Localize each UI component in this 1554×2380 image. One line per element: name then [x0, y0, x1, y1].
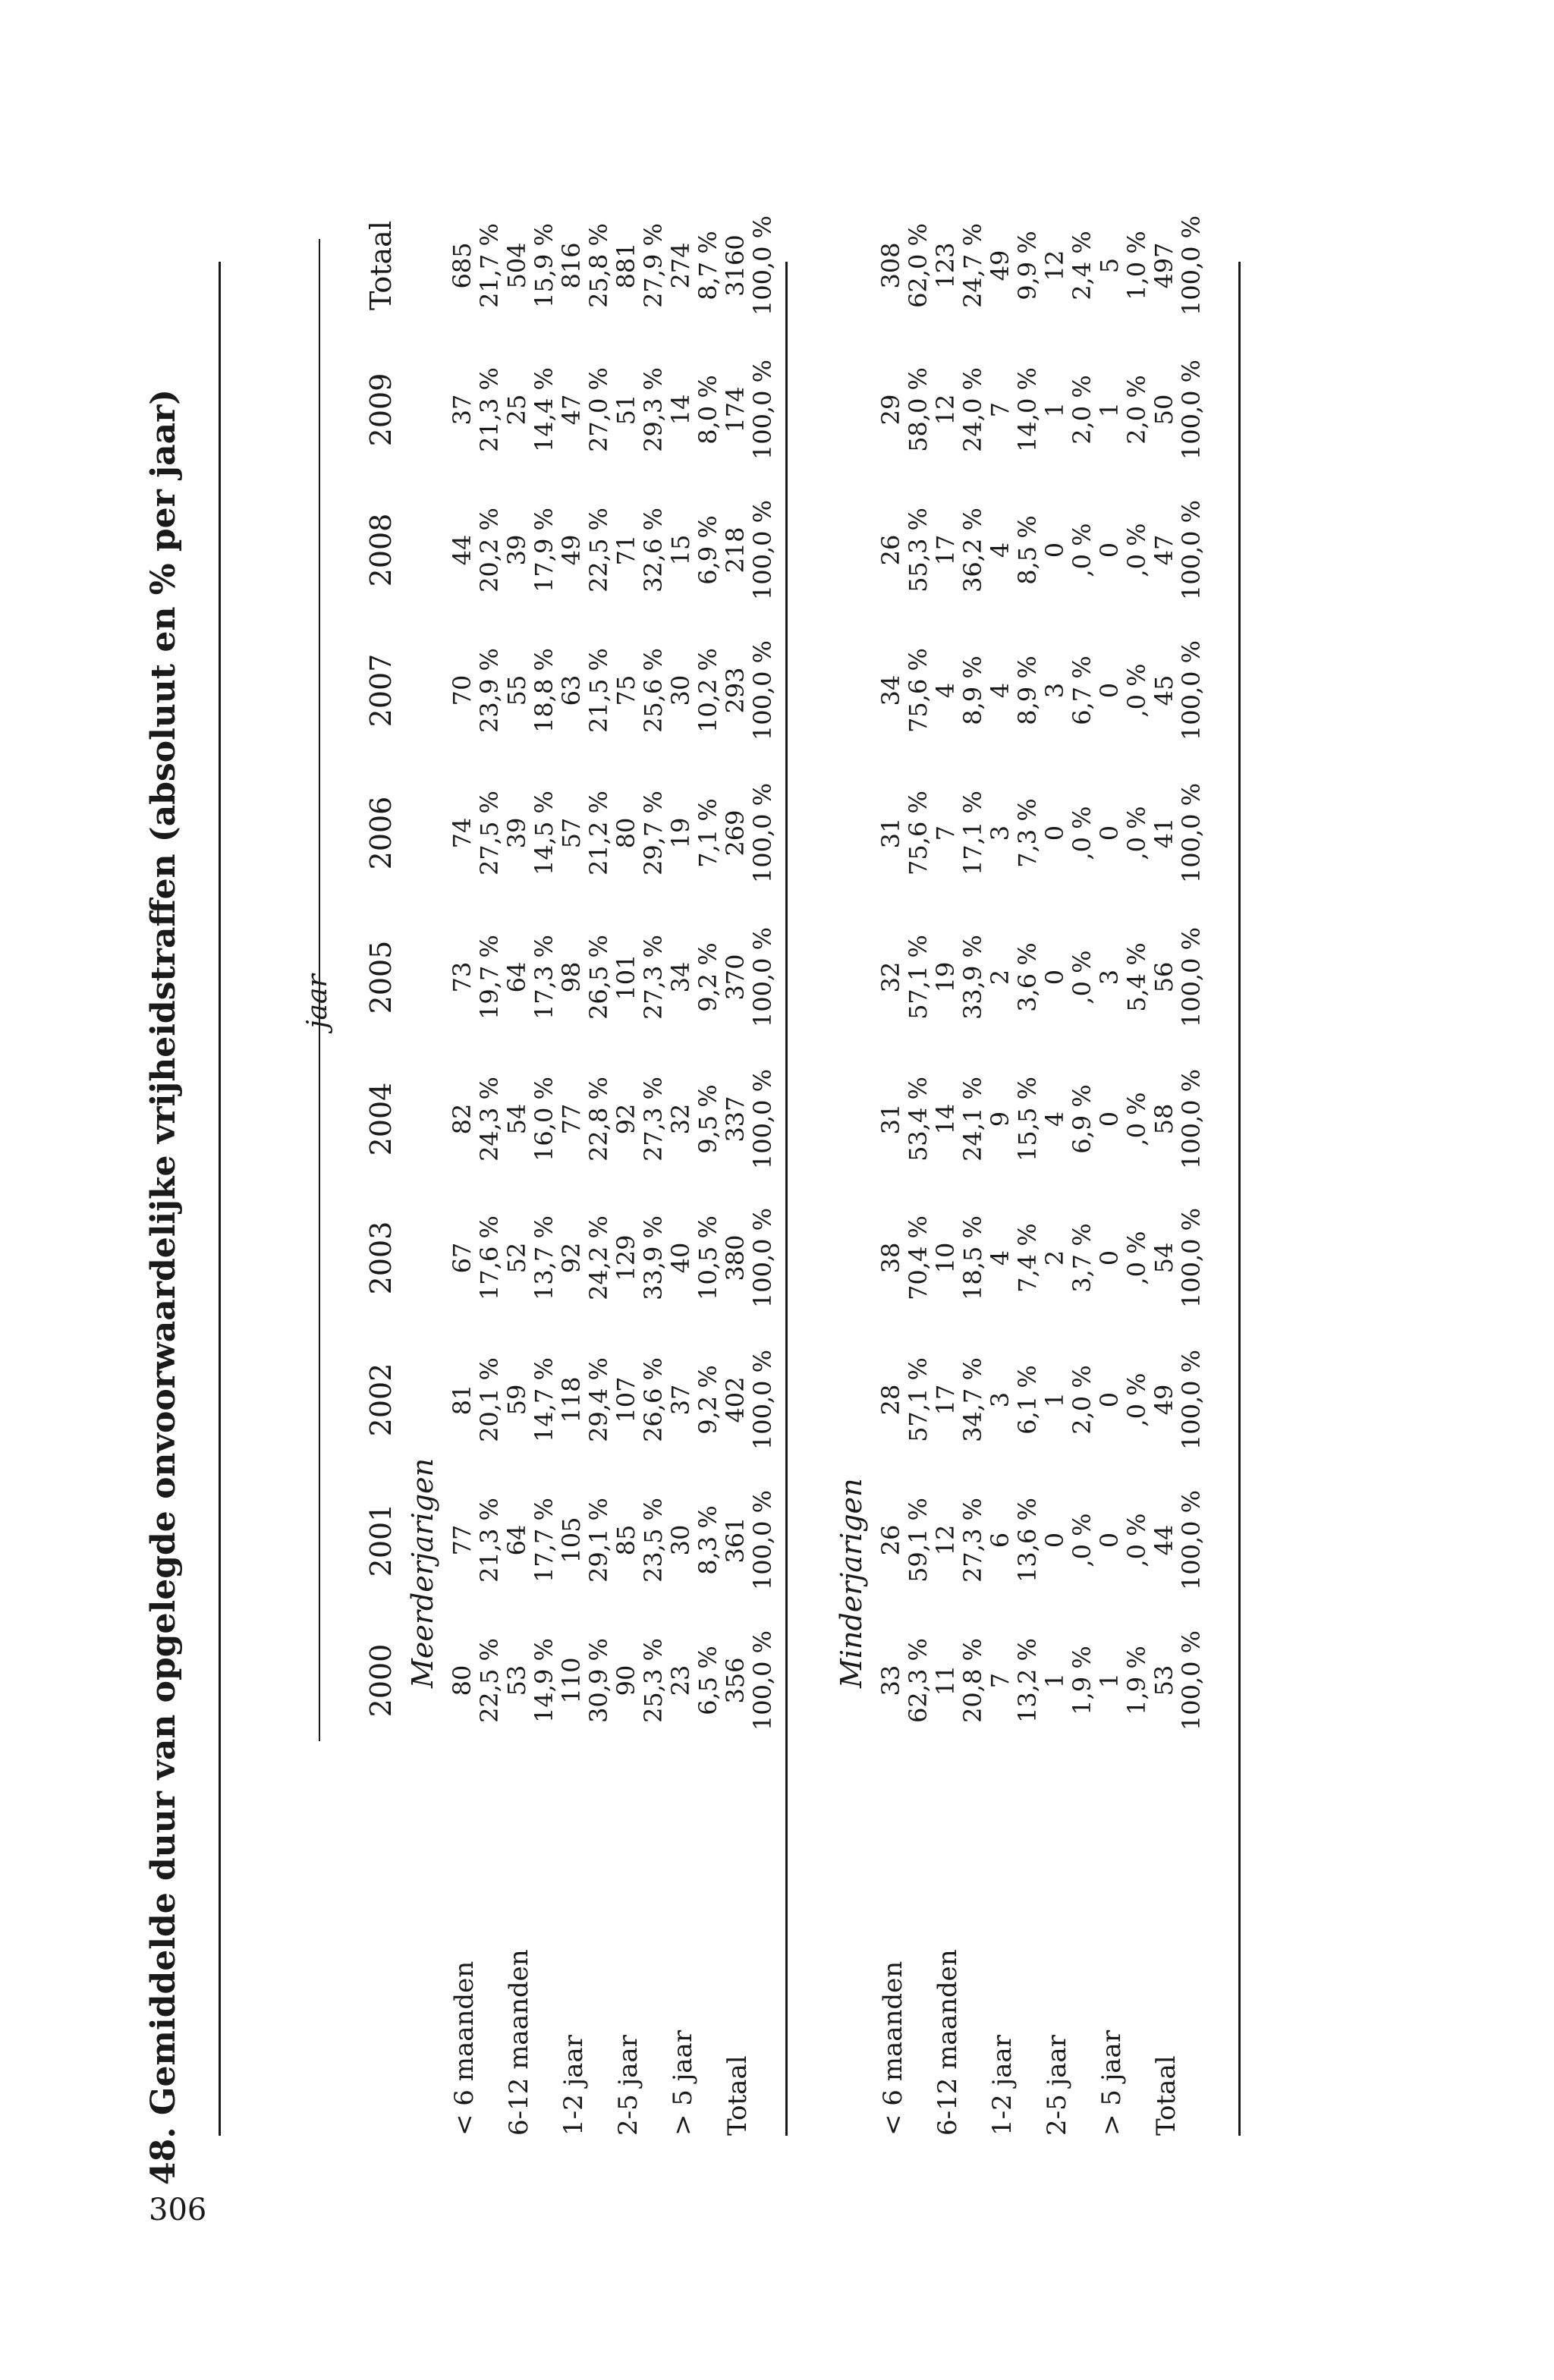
- table-cell: 6: [986, 1532, 1015, 1548]
- table-cell: 361: [721, 1517, 750, 1564]
- table-cell: 100,0 %: [1177, 1489, 1206, 1591]
- table-cell: 100,0 %: [748, 1349, 777, 1451]
- table-cell: ,0 %: [1122, 523, 1151, 577]
- table-cell: 100,0 %: [748, 215, 777, 316]
- table-cell: 85: [612, 1524, 640, 1556]
- table-cell: 92: [612, 1103, 640, 1135]
- row-label: 2-5 jaar: [1042, 2035, 1072, 2136]
- table-cell: 27,0 %: [584, 367, 613, 452]
- table-cell: 4: [986, 542, 1015, 558]
- table-cell: 14,0 %: [1013, 367, 1042, 452]
- table-cell: 23: [666, 1665, 695, 1696]
- table-cell: 7: [986, 401, 1015, 418]
- table-cell: 27,3 %: [958, 1498, 987, 1583]
- table-cell: 100,0 %: [748, 499, 777, 601]
- table-cell: 51: [612, 394, 640, 426]
- table-cell: 70,4 %: [904, 1215, 933, 1300]
- table-cell: 2: [986, 969, 1015, 986]
- table-cell: 16,0 %: [530, 1077, 558, 1162]
- page-number: 306: [149, 2193, 207, 2228]
- table-cell: 31: [876, 817, 905, 849]
- table-cell: 45: [1150, 674, 1178, 706]
- table-cell: 3,6 %: [1013, 942, 1042, 1012]
- table-cell: 49: [1150, 1384, 1178, 1416]
- table-cell: 53,4 %: [904, 1077, 933, 1162]
- table-cell: 6,9 %: [1068, 1084, 1096, 1154]
- table-cell: 49: [986, 250, 1015, 281]
- table-cell: 57: [557, 817, 586, 849]
- row-label: 6-12 maanden: [933, 1949, 963, 2136]
- column-header-2009: 2009: [364, 373, 398, 447]
- table-cell: 12: [931, 394, 960, 426]
- table-cell: 31: [876, 1103, 905, 1135]
- table-cell: 2,0 %: [1122, 375, 1151, 445]
- table-cell: 27,3 %: [639, 935, 668, 1020]
- table-cell: 32: [666, 1103, 695, 1135]
- table-cell: 29,1 %: [584, 1498, 613, 1583]
- table-cell: 14,7 %: [530, 1357, 558, 1442]
- table-title: 48. Gemiddelde duur van opgelegde onvoorwaardelijke vrijheidstraffen (absoluut en % per jaar): [144, 388, 183, 2185]
- table-cell: 274: [666, 242, 695, 289]
- table-cell: 22,8 %: [584, 1077, 613, 1162]
- table-cell: ,0 %: [1122, 663, 1151, 718]
- table-cell: 100,0 %: [1177, 1349, 1206, 1451]
- table-cell: 100,0 %: [1177, 359, 1206, 461]
- table-cell: 29,4 %: [584, 1357, 613, 1442]
- table-cell: 32,6 %: [639, 508, 668, 593]
- section-label-minderjarigen: Minderjarigen: [835, 1478, 868, 1688]
- table-cell: 25,6 %: [639, 648, 668, 733]
- table-cell: ,0 %: [1122, 1231, 1151, 1285]
- table-cell: 105: [557, 1517, 586, 1564]
- table-cell: 81: [448, 1384, 477, 1416]
- row-label: < 6 maanden: [449, 1960, 480, 2136]
- table-cell: 1: [1040, 401, 1069, 418]
- table-cell: 100,0 %: [1177, 499, 1206, 601]
- table-container: [144, 137, 1290, 2185]
- table-cell: 37: [666, 1384, 695, 1416]
- table-cell: 18,8 %: [530, 648, 558, 733]
- table-cell: 26: [876, 1524, 905, 1556]
- table-cell: 380: [721, 1234, 750, 1281]
- table-cell: 21,7 %: [475, 223, 504, 308]
- table-cell: 100,0 %: [748, 782, 777, 884]
- table-cell: 497: [1150, 242, 1178, 289]
- table-cell: 3: [1095, 969, 1124, 986]
- table-cell: 1: [1040, 1391, 1069, 1408]
- column-header-totaal: Totaal: [364, 221, 398, 311]
- table-cell: 3: [1040, 682, 1069, 699]
- table-cell: 17,7 %: [530, 1498, 558, 1583]
- table-cell: 118: [557, 1376, 586, 1423]
- table-cell: ,0 %: [1122, 1513, 1151, 1567]
- table-cell: 47: [557, 394, 586, 426]
- table-cell: 17,9 %: [530, 508, 558, 593]
- table-cell: 17,3 %: [530, 935, 558, 1020]
- table-cell: 3,7 %: [1068, 1223, 1096, 1293]
- table-cell: 25: [502, 394, 531, 426]
- table-cell: 47: [1150, 534, 1178, 566]
- table-cell: 100,0 %: [748, 640, 777, 741]
- table-cell: 71: [612, 534, 640, 566]
- table-cell: 6,5 %: [694, 1646, 722, 1715]
- table-cell: 100,0 %: [748, 1630, 777, 1731]
- row-label: Totaal: [1151, 2055, 1181, 2136]
- table-cell: 6,7 %: [1068, 656, 1096, 725]
- table-cell: 27,5 %: [475, 791, 504, 876]
- table-cell: 10,5 %: [694, 1215, 722, 1300]
- table-cell: 70: [448, 674, 477, 706]
- table-cell: 92: [557, 1242, 586, 1274]
- table-cell: 13,7 %: [530, 1215, 558, 1300]
- table-cell: 370: [721, 954, 750, 1001]
- table-cell: 14,5 %: [530, 791, 558, 876]
- table-cell: 32: [876, 961, 905, 993]
- top-rule: [219, 262, 221, 2136]
- table-cell: 64: [502, 1524, 531, 1556]
- table-cell: 54: [1150, 1242, 1178, 1274]
- table-cell: 26,5 %: [584, 935, 613, 1020]
- table-cell: 0: [1095, 1391, 1124, 1408]
- table-cell: 14,9 %: [530, 1638, 558, 1723]
- table-cell: 63: [557, 674, 586, 706]
- table-cell: 6,1 %: [1013, 1365, 1042, 1435]
- table-cell: ,0 %: [1068, 523, 1096, 577]
- table-cell: 74: [448, 817, 477, 849]
- table-cell: 15,9 %: [530, 223, 558, 308]
- table-cell: 337: [721, 1096, 750, 1143]
- table-cell: 26,6 %: [639, 1357, 668, 1442]
- table-cell: 0: [1095, 542, 1124, 558]
- table-cell: 12: [1040, 250, 1069, 281]
- table-cell: 110: [557, 1657, 586, 1704]
- table-cell: 57,1 %: [904, 935, 933, 1020]
- table-cell: 52: [502, 1242, 531, 1274]
- table-cell: 100,0 %: [748, 1489, 777, 1591]
- table-cell: 100,0 %: [1177, 215, 1206, 316]
- table-cell: 7,1 %: [694, 798, 722, 868]
- table-cell: 64: [502, 961, 531, 993]
- table-cell: 14: [666, 394, 695, 426]
- table-cell: 1: [1095, 401, 1124, 418]
- table-cell: 55,3 %: [904, 508, 933, 593]
- table-cell: 82: [448, 1103, 477, 1135]
- section-label-meerderjarigen: Meerderjarigen: [406, 1457, 439, 1688]
- table-cell: 293: [721, 667, 750, 714]
- column-header-2005: 2005: [364, 940, 398, 1014]
- table-cell: 28: [876, 1384, 905, 1416]
- row-label: 6-12 maanden: [504, 1949, 534, 2136]
- table-cell: 36,2 %: [958, 508, 987, 593]
- table-cell: 881: [612, 242, 640, 289]
- table-cell: 62,0 %: [904, 223, 933, 308]
- table-cell: 44: [448, 534, 477, 566]
- table-cell: 129: [612, 1234, 640, 1281]
- table-cell: 0: [1040, 969, 1069, 986]
- table-cell: 100,0 %: [1177, 1207, 1206, 1309]
- table-cell: 5,4 %: [1122, 942, 1151, 1012]
- table-cell: 98: [557, 961, 586, 993]
- table-cell: 100,0 %: [748, 1068, 777, 1170]
- table-cell: 9,5 %: [694, 1084, 722, 1154]
- table-cell: 0: [1040, 825, 1069, 841]
- table-cell: 25,8 %: [584, 223, 613, 308]
- table-cell: 24,3 %: [475, 1077, 504, 1162]
- table-cell: ,0 %: [1122, 1092, 1151, 1146]
- table-cell: 100,0 %: [1177, 1068, 1206, 1170]
- table-cell: 17,6 %: [475, 1215, 504, 1300]
- header-sub-rule: [319, 239, 320, 1741]
- table-cell: 14,4 %: [530, 367, 558, 452]
- table-cell: 2,0 %: [1068, 1365, 1096, 1435]
- table-cell: 0: [1095, 682, 1124, 699]
- table-cell: 33: [876, 1665, 905, 1696]
- table-cell: 44: [1150, 1524, 1178, 1556]
- table-cell: 22,5 %: [475, 1638, 504, 1723]
- table-cell: 75: [612, 674, 640, 706]
- table-cell: 73: [448, 961, 477, 993]
- table-cell: 21,2 %: [584, 791, 613, 876]
- table-cell: 56: [1150, 961, 1178, 993]
- column-header-2003: 2003: [364, 1221, 398, 1295]
- table-cell: ,0 %: [1068, 1513, 1096, 1567]
- table-cell: 90: [612, 1665, 640, 1696]
- table-cell: 504: [502, 242, 531, 289]
- table-cell: 19: [931, 961, 960, 993]
- table-cell: 24,7 %: [958, 223, 987, 308]
- column-header-2006: 2006: [364, 796, 398, 870]
- table-cell: 34,7 %: [958, 1357, 987, 1442]
- table-cell: 40: [666, 1242, 695, 1274]
- table-cell: 19: [666, 817, 695, 849]
- table-cell: 26: [876, 534, 905, 566]
- table-cell: 100,0 %: [1177, 782, 1206, 884]
- table-cell: 20,1 %: [475, 1357, 504, 1442]
- table-cell: 27,3 %: [639, 1077, 668, 1162]
- table-cell: 100,0 %: [748, 359, 777, 461]
- table-cell: 67: [448, 1242, 477, 1274]
- table-cell: 2,0 %: [1068, 375, 1096, 445]
- table-cell: 2,4 %: [1068, 231, 1096, 300]
- table-cell: 77: [557, 1103, 586, 1135]
- row-label: 2-5 jaar: [613, 2035, 643, 2136]
- table-cell: 8,9 %: [1013, 656, 1042, 725]
- table-cell: 402: [721, 1376, 750, 1423]
- table-cell: 1,9 %: [1122, 1646, 1151, 1715]
- table-cell: 10,2 %: [694, 648, 722, 733]
- table-cell: 356: [721, 1657, 750, 1704]
- table-cell: 174: [721, 386, 750, 433]
- table-cell: 62,3 %: [904, 1638, 933, 1723]
- table-cell: 21,5 %: [584, 648, 613, 733]
- table-cell: 37: [448, 394, 477, 426]
- table-cell: 100,0 %: [1177, 640, 1206, 741]
- table-cell: 8,0 %: [694, 375, 722, 445]
- table-cell: 33,9 %: [958, 935, 987, 1020]
- table-cell: 17: [931, 534, 960, 566]
- table-cell: 14: [931, 1103, 960, 1135]
- bottom-rule: [1238, 262, 1241, 2136]
- table-cell: 24,2 %: [584, 1215, 613, 1300]
- table-cell: 30: [666, 1524, 695, 1556]
- table-cell: 10: [931, 1242, 960, 1274]
- row-label: 1-2 jaar: [558, 2035, 589, 2136]
- table-cell: 11: [931, 1665, 960, 1696]
- column-header-2000: 2000: [364, 1643, 398, 1718]
- table-cell: 21,3 %: [475, 1498, 504, 1583]
- table-cell: 34: [666, 961, 695, 993]
- table-cell: 9,9 %: [1013, 231, 1042, 300]
- table-cell: 4: [986, 682, 1015, 699]
- table-cell: 25,3 %: [639, 1638, 668, 1723]
- table-cell: 3160: [721, 234, 750, 297]
- table-cell: 57,1 %: [904, 1357, 933, 1442]
- table-cell: 59: [502, 1384, 531, 1416]
- table-cell: 50: [1150, 394, 1178, 426]
- table-cell: 29,3 %: [639, 367, 668, 452]
- table-cell: 9: [986, 1111, 1015, 1127]
- table-cell: ,0 %: [1068, 950, 1096, 1005]
- table-cell: 80: [612, 817, 640, 849]
- table-cell: 21,3 %: [475, 367, 504, 452]
- table-cell: 2: [1040, 1250, 1069, 1266]
- table-cell: 15,5 %: [1013, 1077, 1042, 1162]
- table-cell: 20,8 %: [958, 1638, 987, 1723]
- table-cell: 8,3 %: [694, 1505, 722, 1575]
- table-cell: ,0 %: [1122, 806, 1151, 860]
- column-header-2008: 2008: [364, 513, 398, 587]
- table-cell: 4: [1040, 1111, 1069, 1127]
- column-header-2001: 2001: [364, 1503, 398, 1577]
- row-label: 1-2 jaar: [987, 2035, 1018, 2136]
- table-cell: 58: [1150, 1103, 1178, 1135]
- table-cell: 123: [931, 242, 960, 289]
- table-cell: 17,1 %: [958, 791, 987, 876]
- table-cell: 4: [931, 682, 960, 699]
- table-cell: 7: [931, 825, 960, 841]
- table-cell: 34: [876, 674, 905, 706]
- table-cell: 269: [721, 810, 750, 857]
- table-cell: 8,7 %: [694, 231, 722, 300]
- table-cell: 15: [666, 534, 695, 566]
- row-label: > 5 jaar: [1096, 2029, 1127, 2136]
- table-cell: 80: [448, 1665, 477, 1696]
- table-cell: 101: [612, 954, 640, 1001]
- table-cell: 100,0 %: [1177, 1630, 1206, 1731]
- table-cell: 20,2 %: [475, 508, 504, 593]
- table-cell: 55: [502, 674, 531, 706]
- table-cell: 53: [1150, 1665, 1178, 1696]
- column-header-2007: 2007: [364, 653, 398, 728]
- table-cell: 1: [1095, 1672, 1124, 1689]
- table-cell: 7,4 %: [1013, 1223, 1042, 1293]
- table-cell: 24,0 %: [958, 367, 987, 452]
- table-cell: 12: [931, 1524, 960, 1556]
- table-cell: 816: [557, 242, 586, 289]
- table-cell: 24,1 %: [958, 1077, 987, 1162]
- table-cell: 9,2 %: [694, 942, 722, 1012]
- table-cell: 5: [1095, 257, 1124, 274]
- row-label: > 5 jaar: [668, 2029, 698, 2136]
- table-cell: 7,3 %: [1013, 798, 1042, 868]
- table-cell: 33,9 %: [639, 1215, 668, 1300]
- table-cell: 7: [986, 1672, 1015, 1689]
- table-cell: 77: [448, 1524, 477, 1556]
- table-cell: 1,9 %: [1068, 1646, 1096, 1715]
- row-label: Totaal: [722, 2055, 753, 2136]
- table-cell: 38: [876, 1242, 905, 1274]
- table-cell: ,0 %: [1068, 806, 1096, 860]
- table-cell: 9,2 %: [694, 1365, 722, 1435]
- column-header-2002: 2002: [364, 1363, 398, 1437]
- table-cell: 6,9 %: [694, 515, 722, 585]
- table-cell: 23,5 %: [639, 1498, 668, 1583]
- table-cell: 58,0 %: [904, 367, 933, 452]
- table-cell: 0: [1095, 1250, 1124, 1266]
- table-cell: 100,0 %: [748, 926, 777, 1028]
- table-cell: 1,0 %: [1122, 231, 1151, 300]
- table-cell: 17: [931, 1384, 960, 1416]
- table-cell: 3: [986, 825, 1015, 841]
- table-cell: 8,5 %: [1013, 515, 1042, 585]
- table-cell: 41: [1150, 817, 1178, 849]
- row-label: < 6 maanden: [878, 1960, 908, 2136]
- table-cell: 27,9 %: [639, 223, 668, 308]
- table-cell: 75,6 %: [904, 791, 933, 876]
- table-cell: 19,7 %: [475, 935, 504, 1020]
- table-cell: 685: [448, 242, 477, 289]
- table-cell: 39: [502, 534, 531, 566]
- table-cell: 18,5 %: [958, 1215, 987, 1300]
- table-cell: 8,9 %: [958, 656, 987, 725]
- group-header-jaar: jaar: [302, 974, 333, 1029]
- table-cell: 100,0 %: [1177, 926, 1206, 1028]
- table-cell: 30: [666, 674, 695, 706]
- table-cell: 59,1 %: [904, 1498, 933, 1583]
- table-cell: 13,2 %: [1013, 1638, 1042, 1723]
- table-cell: 39: [502, 817, 531, 849]
- column-header-2004: 2004: [364, 1082, 398, 1156]
- table-cell: 308: [876, 242, 905, 289]
- table-cell: 3: [986, 1391, 1015, 1408]
- table-cell: 13,6 %: [1013, 1498, 1042, 1583]
- table-cell: ,0 %: [1122, 1372, 1151, 1427]
- table-cell: 0: [1095, 1111, 1124, 1127]
- table-cell: 0: [1040, 1532, 1069, 1548]
- table-cell: 29: [876, 394, 905, 426]
- table-cell: 75,6 %: [904, 648, 933, 733]
- table-cell: 23,9 %: [475, 648, 504, 733]
- table-cell: 0: [1095, 825, 1124, 841]
- table-cell: 54: [502, 1103, 531, 1135]
- table-cell: 22,5 %: [584, 508, 613, 593]
- table-cell: 30,9 %: [584, 1638, 613, 1723]
- section-divider-rule: [785, 262, 788, 2136]
- table-cell: 49: [557, 534, 586, 566]
- table-cell: 53: [502, 1665, 531, 1696]
- table-cell: 1: [1040, 1672, 1069, 1689]
- table-cell: 29,7 %: [639, 791, 668, 876]
- table-cell: 100,0 %: [748, 1207, 777, 1309]
- table-cell: 218: [721, 527, 750, 574]
- table-cell: 0: [1095, 1532, 1124, 1548]
- table-cell: 0: [1040, 542, 1069, 558]
- table-cell: 107: [612, 1376, 640, 1423]
- table-cell: 4: [986, 1250, 1015, 1266]
